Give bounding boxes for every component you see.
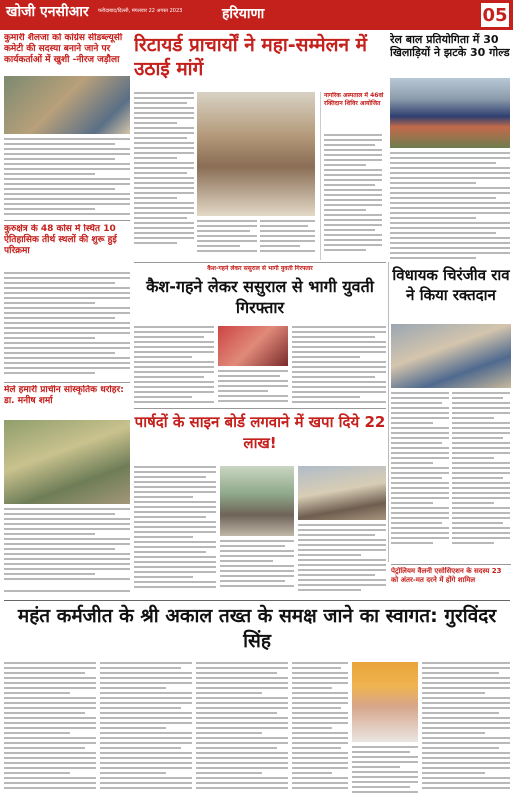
- kurukshetra-body: [4, 272, 130, 380]
- blood-camp-box: [320, 92, 384, 260]
- paper-name: खोजी एनसीआर: [6, 4, 89, 20]
- kurukshetra-headline: कुरुक्षेत्र के 48 कोस में स्थित 10 ऐतिहासिक तीर्थ स्थलों की शुरू हुई परिक्रमा: [4, 224, 117, 256]
- principals-body-col3: [260, 220, 315, 260]
- cash-body-col2: [218, 370, 288, 406]
- signboard-story: [134, 412, 386, 462]
- cash-body-col3: [292, 326, 386, 406]
- mahant-body-col3: [196, 662, 288, 796]
- petroleum-headline: पेट्रोलियम वैलनी एसोसिएशन के सदस्य 23 को अंतर-मत दरने में होंगे शामिल: [391, 567, 502, 584]
- divider: [4, 600, 510, 601]
- cash-headline: कैश-गहने लेकर ससुराल से भागी युवती गिरफ्तार: [146, 277, 374, 317]
- page-number: 05: [482, 4, 508, 26]
- dateline: फरीदाबाद/दिल्ली, मंगलवार 22 अगस्त 2023: [98, 8, 183, 14]
- selja-headline: कुमारी शैलजा को कांग्रेस सीडब्ल्यूसी कमेटी की सदस्या बनाने जाने पर कार्यकर्ताओं में खुशी -नीरज जड़ौला: [4, 33, 123, 65]
- mahant-headline: महंत कर्मजीत के श्री अकाल तख्त के समक्ष जाने का स्वागत: गुरविंदर सिंह: [17, 605, 497, 652]
- section-label: हरियाणा: [222, 6, 265, 22]
- divider: [134, 262, 386, 263]
- blood-camp-title: नागरिक अस्पताल में 46वां रक्तिदान शिविर आयोजित: [324, 92, 384, 107]
- manish-body: [4, 508, 130, 586]
- cash-kicker: कैश-गहने लेकर ससुराल से भागी युवती गिरफ्तार: [207, 265, 313, 272]
- masthead: [0, 0, 513, 30]
- divider: [388, 262, 389, 562]
- mahant-story: [4, 604, 510, 658]
- left-lower-body: [4, 590, 130, 598]
- signboard-photo: [220, 466, 294, 536]
- divider: [134, 408, 386, 409]
- signboard-headline: पार्षदों के साइन बोर्ड लगवाने में खपा दिये 22 लाख!: [134, 413, 386, 452]
- cash-headline-block: [134, 276, 386, 322]
- railway-headline: रेल बाल प्रतियोगिता में 30 खिलाड़ियों ने झटके 30 गोल्ड: [390, 33, 510, 59]
- divider: [4, 382, 130, 383]
- selja-photo: [4, 76, 130, 134]
- mahant-caption: [352, 746, 418, 796]
- mla-body-col2: [452, 392, 510, 562]
- principals-body-col1: [134, 92, 194, 262]
- cash-photo: [218, 326, 288, 366]
- mahant-body-col2: [100, 662, 192, 796]
- divider: [391, 564, 511, 565]
- page-number-box: [481, 3, 509, 27]
- principals-photo: [197, 92, 315, 216]
- cash-kicker-block: [134, 265, 386, 275]
- principals-headline-block: [134, 33, 386, 89]
- signboard-photo-2: [298, 466, 386, 520]
- mla-photo: [391, 324, 511, 388]
- principals-caption: [197, 220, 257, 260]
- mahant-body-col4: [292, 662, 348, 796]
- railway-photo: [390, 78, 510, 148]
- mla-headline: विधायक चिरंजीव राव ने किया रक्तदान: [392, 266, 510, 304]
- signboard-body-col3: [298, 524, 386, 594]
- mahant-body-col1: [4, 662, 96, 796]
- railway-body: [390, 152, 510, 262]
- signboard-body-col2: [220, 540, 294, 594]
- mahant-photo: [352, 662, 418, 742]
- signboard-body-col1: [134, 466, 216, 594]
- manish-story: [4, 385, 130, 419]
- selja-story: [4, 33, 130, 73]
- mahant-body-col5: [422, 662, 510, 796]
- blood-camp-body: [324, 134, 382, 258]
- principals-headline: रिटायर्ड प्राचार्यों ने महा-सम्मेलन में उठाई मांगें: [134, 34, 367, 80]
- railway-story: [390, 33, 510, 77]
- kurukshetra-story: [4, 224, 130, 270]
- cash-body-col1: [134, 326, 214, 406]
- manish-headline: मेले हमारी प्राचीन सांस्कृतिक धरोहर: डा. मनीष शर्मा: [4, 385, 124, 406]
- divider: [4, 220, 130, 221]
- manish-photo: [4, 420, 130, 504]
- mla-story: [391, 265, 511, 321]
- selja-body: [4, 138, 130, 218]
- petroleum-story: [391, 567, 511, 597]
- mla-body-col1: [391, 392, 449, 562]
